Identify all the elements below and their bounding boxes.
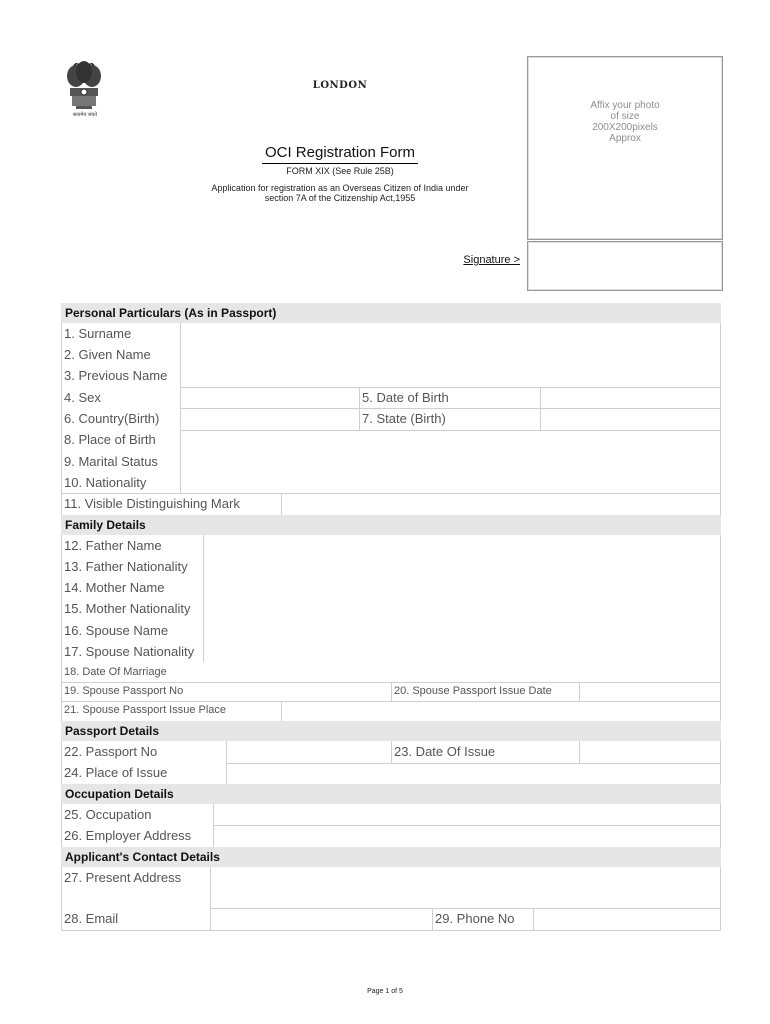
phone-no-input[interactable]: [534, 909, 720, 930]
nationality-label: 10. Nationality: [64, 475, 147, 490]
section-family-details: Family Details: [61, 515, 721, 535]
visible-mark-label: 11. Visible Distinguishing Mark: [64, 496, 240, 511]
photo-instructions: [540, 100, 710, 144]
sex-input[interactable]: [181, 388, 359, 408]
column-divider: [432, 908, 433, 930]
table-right-border: [720, 303, 721, 931]
spouse-passport-no-label: 19. Spouse Passport No: [64, 685, 184, 697]
father-nationality-label: 13. Father Nationality: [64, 559, 188, 574]
present-address-label: 27. Present Address: [64, 870, 182, 885]
marital-status-label: 9. Marital Status: [64, 454, 158, 469]
place-of-issue-label: 24. Place of Issue: [64, 765, 168, 780]
spouse-passport-issue-date-input[interactable]: [580, 683, 720, 701]
previous-name-label: 3. Previous Name: [64, 368, 168, 383]
place-of-birth-label: 8. Place of Birth: [64, 432, 156, 447]
state-birth-input[interactable]: [541, 409, 720, 430]
section-passport-details: Passport Details: [61, 721, 721, 741]
spouse-passport-issue-place-input[interactable]: [282, 702, 720, 721]
form-title: OCI Registration Form: [264, 144, 416, 161]
section-personal-particulars: Personal Particulars (As in Passport): [61, 303, 721, 323]
given-name-label: 2. Given Name: [64, 347, 151, 362]
date-of-issue-label: 23. Date Of Issue: [394, 744, 496, 759]
form-description: [185, 183, 495, 203]
country-birth-input[interactable]: [181, 409, 359, 430]
date-of-birth-label: 5. Date of Birth: [362, 390, 449, 405]
spouse-passport-issue-place-label: 21. Spouse Passport Issue Place: [64, 704, 227, 716]
father-name-label: 12. Father Name: [64, 538, 162, 553]
mother-name-label: 14. Mother Name: [64, 580, 165, 595]
passport-no-input[interactable]: [227, 742, 391, 763]
section-contact-details: Applicant's Contact Details: [61, 847, 721, 867]
state-birth-label: 7. State (Birth): [362, 411, 446, 426]
occupation-label: 25. Occupation: [64, 807, 152, 822]
birth-marital-nationality-input-area[interactable]: [181, 431, 720, 493]
date-of-marriage-label: 18. Date Of Marriage: [64, 666, 167, 678]
phone-no-label: 29. Phone No: [435, 911, 515, 926]
sex-label: 4. Sex: [64, 390, 101, 405]
spouse-nationality-label: 17. Spouse Nationality: [64, 644, 195, 659]
email-input[interactable]: [211, 909, 432, 930]
spouse-passport-issue-date-label: 20. Spouse Passport Issue Date: [394, 685, 552, 697]
section-occupation-details: Occupation Details: [61, 784, 721, 804]
form-description-line1: Application for registration as an Overseas Citizen of India under: [211, 183, 469, 193]
mother-nationality-label: 15. Mother Nationality: [64, 601, 191, 616]
name-fields-input-area[interactable]: [181, 324, 720, 387]
date-of-issue-input[interactable]: [580, 742, 720, 763]
photo-line1: Affix your photo: [590, 100, 660, 111]
photo-line2: of size: [610, 111, 640, 122]
occupation-input[interactable]: [214, 805, 720, 825]
country-birth-label: 6. Country(Birth): [64, 411, 160, 426]
visible-mark-input[interactable]: [282, 494, 720, 515]
signature-field[interactable]: [527, 241, 723, 291]
surname-label: 1. Surname: [64, 326, 132, 341]
form-subtitle: FORM XIX (See Rule 25B): [286, 166, 394, 176]
passport-no-label: 22. Passport No: [64, 744, 158, 759]
table-bottom-border: [61, 930, 721, 931]
employer-address-input[interactable]: [214, 826, 720, 847]
photo-upload-box[interactable]: [527, 56, 723, 240]
page-number: Page 1 of 5: [367, 988, 403, 995]
emblem-caption: सत्यमेव जयते: [72, 112, 98, 118]
signature-label: Signature >: [463, 254, 520, 266]
photo-line3: 200X200pixels: [592, 122, 658, 133]
column-divider: [359, 387, 360, 430]
city-heading: LONDON: [312, 80, 368, 91]
column-divider: [391, 741, 392, 763]
employer-address-label: 26. Employer Address: [64, 828, 192, 843]
national-emblem-icon: [62, 58, 106, 120]
place-of-issue-input[interactable]: [227, 764, 720, 784]
family-details-input-area[interactable]: [204, 536, 720, 682]
title-underline: [262, 163, 418, 164]
column-divider: [391, 682, 392, 701]
date-of-birth-input[interactable]: [541, 388, 720, 408]
email-label: 28. Email: [64, 911, 119, 926]
present-address-input[interactable]: [211, 868, 720, 908]
spouse-name-label: 16. Spouse Name: [64, 623, 169, 638]
form-description-line2: section 7A of the Citizenship Act,1955: [264, 193, 416, 203]
table-left-border: [61, 303, 62, 931]
photo-line4: Approx: [609, 133, 641, 144]
